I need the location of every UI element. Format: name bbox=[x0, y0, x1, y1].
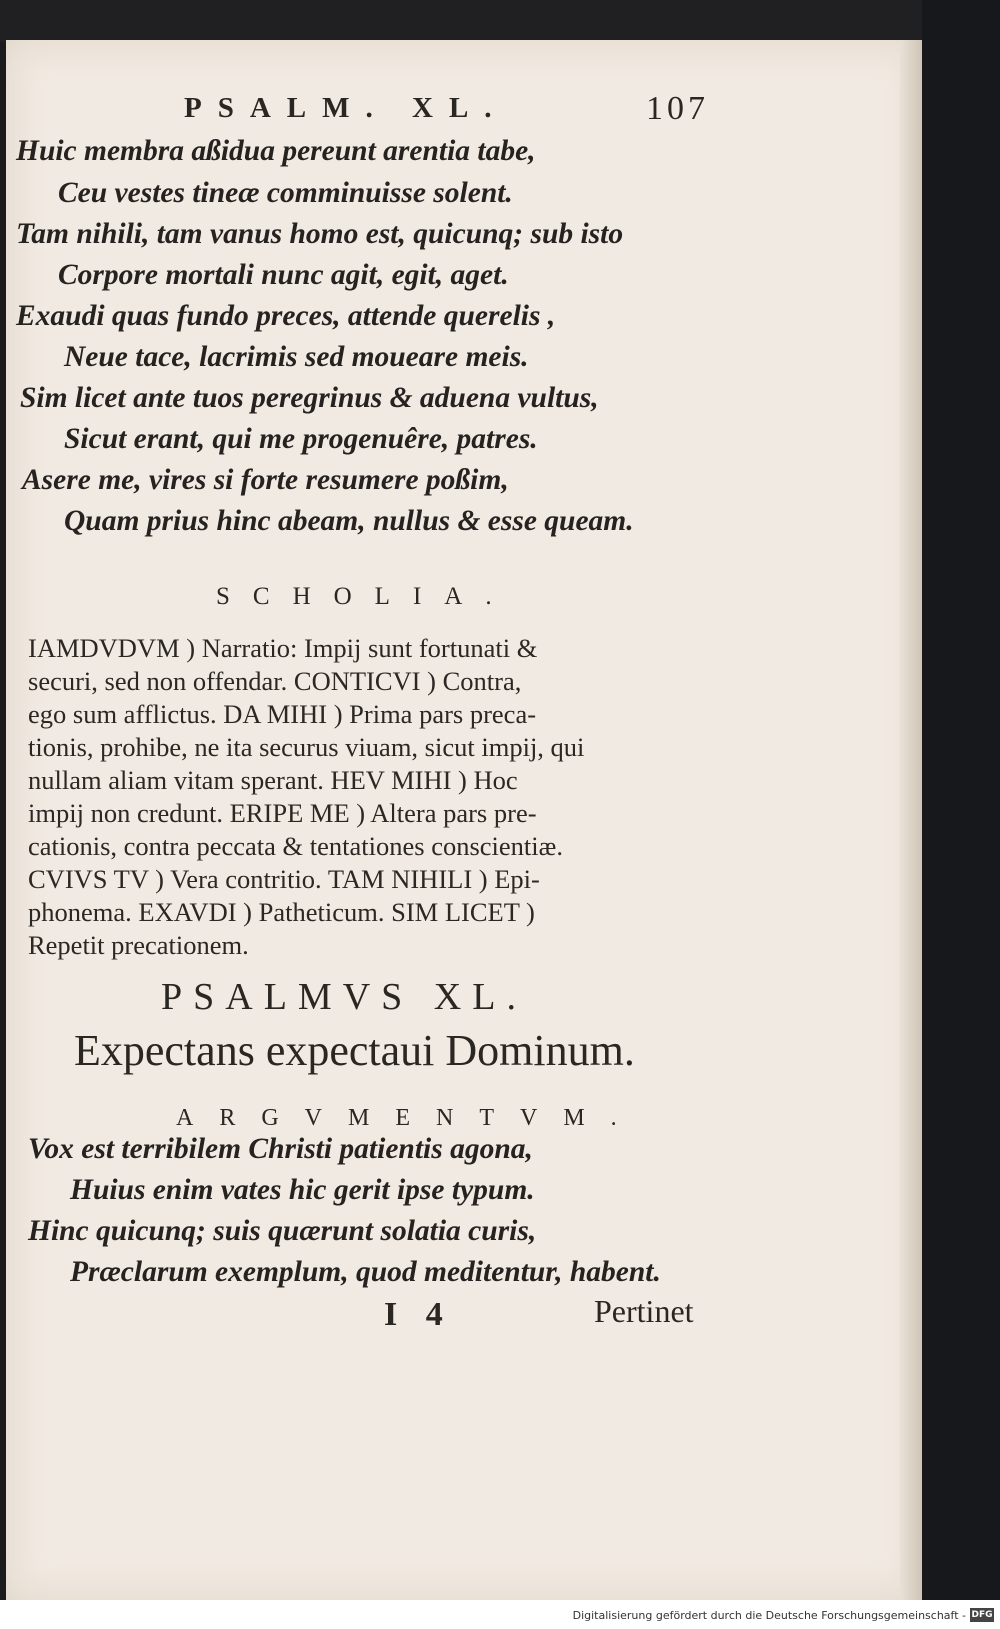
dfg-logo-icon: DFG bbox=[971, 1610, 993, 1620]
verse-line: Sim licet ante tuos peregrinus & aduena vultus, bbox=[20, 382, 599, 414]
signature-mark: I 4 bbox=[384, 1296, 453, 1333]
psalm-incipit: Expectans expectaui Dominum. bbox=[74, 1026, 635, 1075]
scholia-line: Repetit precationem. bbox=[28, 930, 249, 960]
verse-line: Sicut erant, qui me progenuêre, patres. bbox=[64, 423, 538, 455]
page-edge bbox=[900, 40, 922, 1600]
argument-verse: Huius enim vates hic gerit ipse typum. bbox=[70, 1174, 535, 1206]
verse-line: Ceu vestes tineæ comminuisse solent. bbox=[58, 177, 513, 209]
verse-line: Huic membra aßidua pereunt arentia tabe, bbox=[16, 135, 536, 167]
digitization-credit: Digitalisierung gefördert durch die Deutsche Forschungsgemeinschaft - bbox=[572, 1609, 966, 1622]
argument-heading: ARGVMENTVM. bbox=[176, 1105, 643, 1131]
scholia-line: securi, sed non offendar. CONTICVI ) Contra, bbox=[28, 666, 522, 696]
argument-verse: Præclarum exemplum, quod meditentur, habent. bbox=[70, 1256, 661, 1288]
psalm-title: PSALMVS XL. bbox=[161, 976, 527, 1018]
catchword: Pertinet bbox=[594, 1293, 694, 1329]
scholia-heading: SCHOLIA. bbox=[216, 583, 515, 610]
verse-line: Exaudi quas fundo preces, attende querelis , bbox=[16, 300, 556, 332]
scan-border-right bbox=[922, 0, 1000, 1600]
scan-border-top bbox=[0, 0, 1000, 42]
scholia-line: tionis, prohibe, ne ita securus viuam, sicut impij, qui bbox=[28, 732, 585, 762]
scholia-line: impij non credunt. ERIPE ME ) Altera pars pre- bbox=[28, 798, 537, 828]
page-header bbox=[6, 92, 921, 132]
scholia-line: nullam aliam vitam sperant. HEV MIHI ) Hoc bbox=[28, 765, 518, 795]
verse-line: Quam prius hinc abeam, nullus & esse queam. bbox=[64, 505, 634, 537]
scholia-line: phonema. EXAVDI ) Patheticum. SIM LICET ) bbox=[28, 897, 535, 927]
verse-line: Tam nihili, tam vanus homo est, quicunq; sub isto bbox=[16, 218, 624, 250]
argument-verse: Vox est terribilem Christi patientis agona, bbox=[28, 1133, 533, 1165]
scholia-line: ego sum afflictus. DA MIHI ) Prima pars preca- bbox=[28, 699, 537, 729]
verse-line: Asere me, vires si forte resumere poßim, bbox=[22, 464, 509, 496]
page-number: 107 bbox=[646, 90, 709, 127]
book-page bbox=[6, 40, 921, 1600]
scholia-line: CVIVS TV ) Vera contritio. TAM NIHILI ) Epi- bbox=[28, 864, 540, 894]
verse-line: Neue tace, lacrimis sed moueare meis. bbox=[64, 341, 529, 373]
verse-line: Corpore mortali nunc agit, egit, aget. bbox=[58, 259, 509, 291]
running-head: PSALM. XL. bbox=[184, 92, 508, 124]
scholia-line: IAMDVDVM ) Narratio: Impij sunt fortunati & bbox=[28, 633, 538, 663]
scholia-line: cationis, contra peccata & tentationes conscientiæ. bbox=[28, 831, 563, 861]
argument-verse: Hinc quicunq; suis quærunt solatia curis, bbox=[28, 1215, 537, 1247]
